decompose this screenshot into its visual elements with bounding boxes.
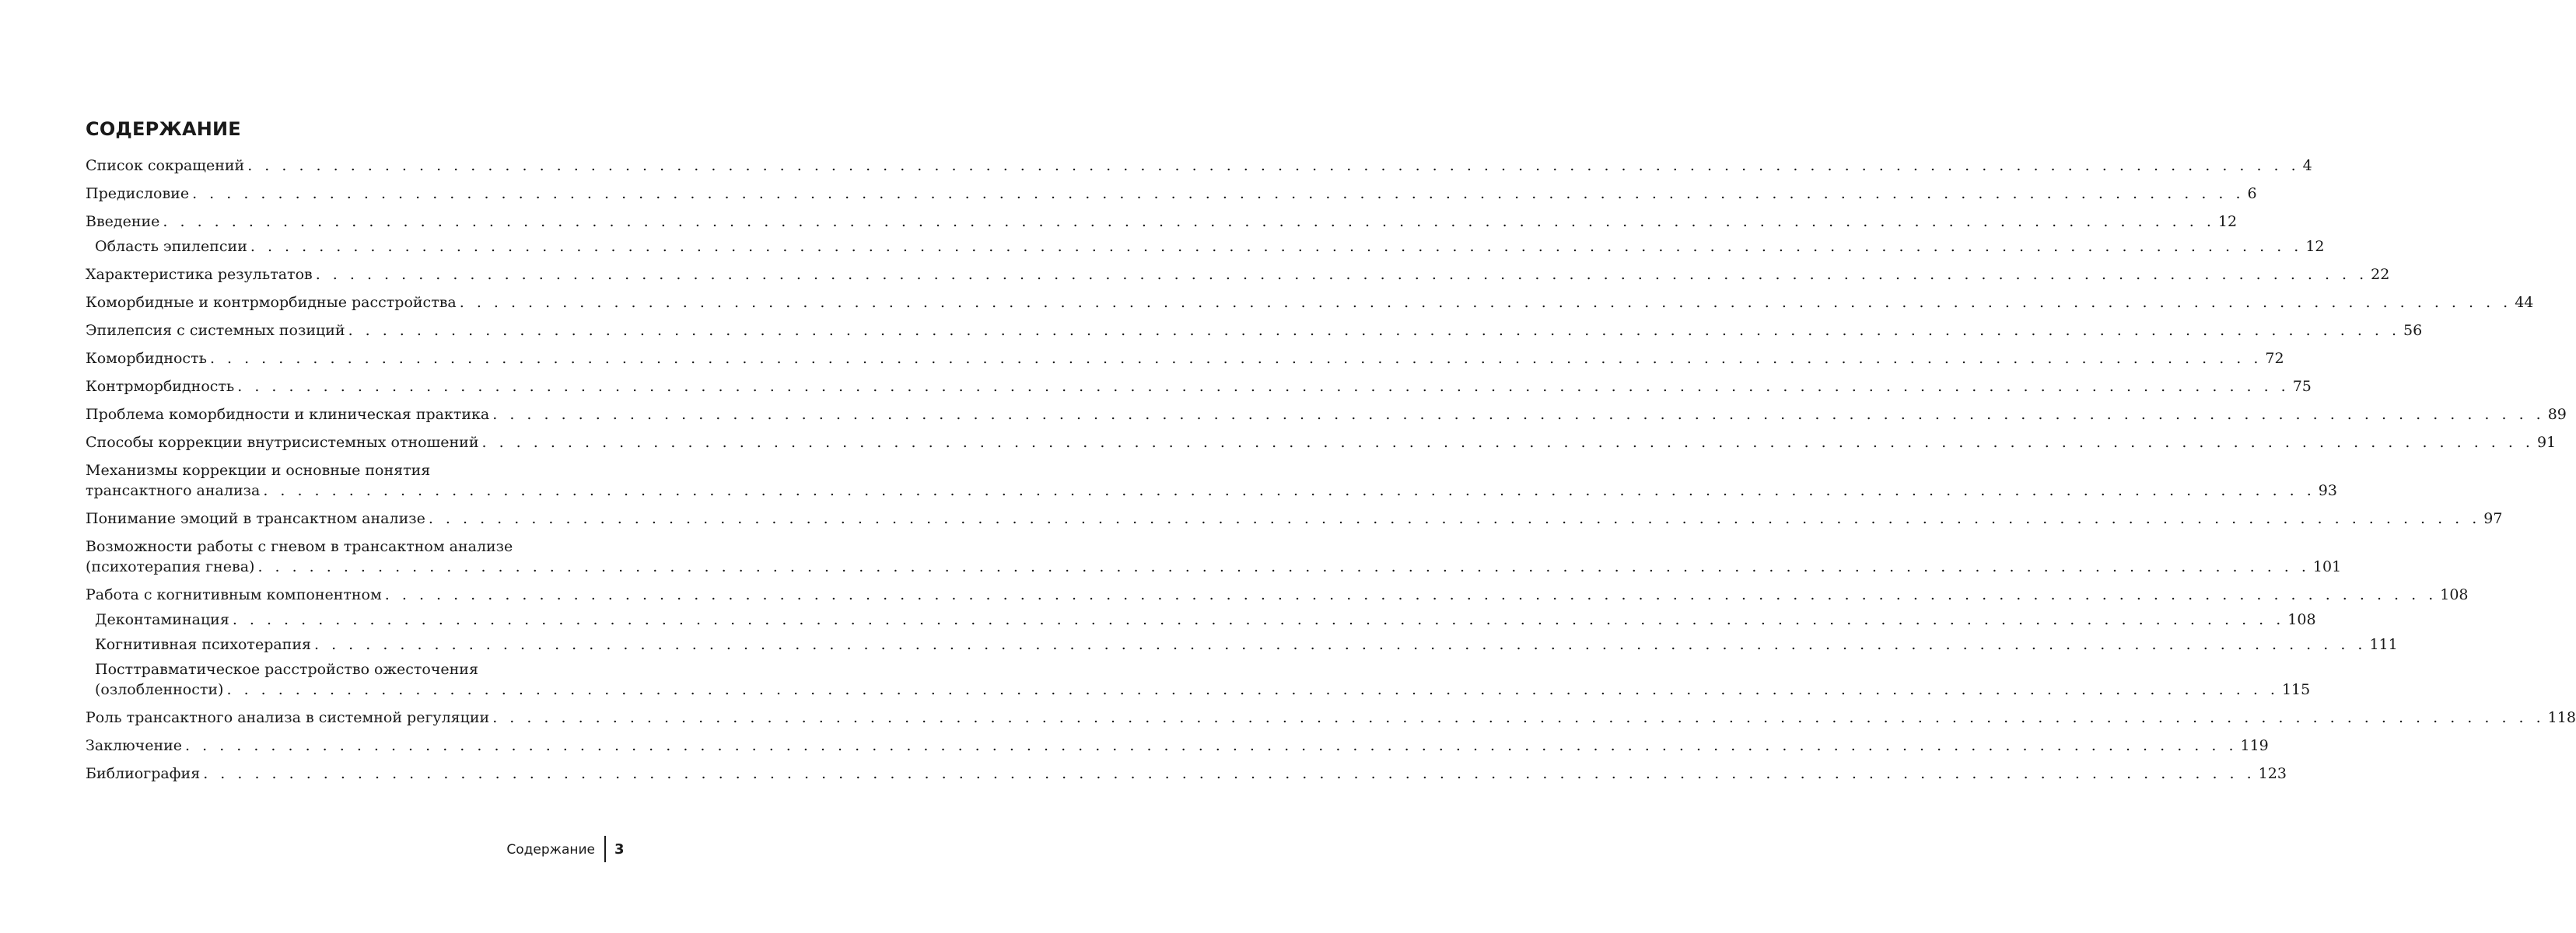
dot-leader: . . . . . . . . . . . . . . . . . . . . . . . . . . . . . . . . . . . . . . . . . . . . . . . . . . . . . . . . . . . . . . . . . . . . . . . . . . . . . . . . . . . . . . . . . . . . . . . . . . . . . . . . . . . . . . . . . . . . . . . .	[459, 294, 2512, 311]
toc-entry-title: Проблема коморбидности и клиническая практика	[86, 406, 490, 423]
dot-leader: . . . . . . . . . . . . . . . . . . . . . . . . . . . . . . . . . . . . . . . . . . . . . . . . . . . . . . . . . . . . . . . . . . . . . . . . . . . . . . . . . . . . . . . . . . . . . . . . . . . . . . . . . . . . . . . . . . . . . . . .	[247, 157, 2300, 174]
toc-entry[interactable]	[86, 432, 2557, 453]
toc-entry-title: Область эпилепсии	[95, 238, 247, 255]
toc-page-number: 22	[2371, 266, 2390, 283]
toc-entry-title: трансактного анализа	[86, 482, 261, 499]
dot-leader: . . . . . . . . . . . . . . . . . . . . . . . . . . . . . . . . . . . . . . . . . . . . . . . . . . . . . . . . . . . . . . . . . . . . . . . . . . . . . . . . . . . . . . . . . . . . . . . . . . . . . . . . . . . . . . . . . . . . . . . .	[257, 558, 2310, 575]
dot-leader: . . . . . . . . . . . . . . . . . . . . . . . . . . . . . . . . . . . . . . . . . . . . . . . . . . . . . . . . . . . . . . . . . . . . . . . . . . . . . . . . . . . . . . . . . . . . . . . . . . . . . . . . . . . . . . . . . . . . . . . .	[348, 322, 2401, 339]
table-of-contents	[86, 156, 2576, 784]
toc-page-number: 115	[2281, 681, 2311, 698]
dot-leader: . . . . . . . . . . . . . . . . . . . . . . . . . . . . . . . . . . . . . . . . . . . . . . . . . . . . . . . . . . . . . . . . . . . . . . . . . . . . . . . . . . . . . . . . . . . . . . . . . . . . . . . . . . . . . . . . . . . . . . . .	[185, 737, 2238, 754]
toc-page-number: 56	[2403, 322, 2423, 339]
toc-page-number: 12	[2305, 238, 2325, 255]
toc-entry[interactable]	[86, 236, 2325, 257]
toc-page-number: 6	[2247, 185, 2257, 202]
toc-page-number: 75	[2292, 378, 2312, 395]
toc-entry[interactable]	[86, 708, 2576, 728]
dot-leader: . . . . . . . . . . . . . . . . . . . . . . . . . . . . . . . . . . . . . . . . . . . . . . . . . . . . . . . . . . . . . . . . . . . . . . . . . . . . . . . . . . . . . . . . . . . . . . . . . . . . . . . . . . . . . . . . . . . . . . . .	[192, 185, 2245, 202]
toc-page-number: 119	[2240, 737, 2269, 754]
toc-entry[interactable]	[86, 376, 2312, 397]
toc-page-number: 12	[2217, 213, 2238, 230]
toc-entry[interactable]	[86, 536, 2342, 577]
toc-entry-title-line: Возможности работы с гневом в трансактном анализе	[86, 538, 513, 555]
toc-entry-title: Коморбидность	[86, 350, 207, 367]
dot-leader: . . . . . . . . . . . . . . . . . . . . . . . . . . . . . . . . . . . . . . . . . . . . . . . . . . . . . . . . . . . . . . . . . . . . . . . . . . . . . . . . . . . . . . . . . . . . . . . . . . . . . . . . . . . . . . . . . . . . . . . .	[492, 709, 2545, 726]
toc-entry-title: Характеристика результатов	[86, 266, 313, 283]
toc-page-number: 123	[2258, 765, 2287, 782]
dot-leader: . . . . . . . . . . . . . . . . . . . . . . . . . . . . . . . . . . . . . . . . . . . . . . . . . . . . . . . . . . . . . . . . . . . . . . . . . . . . . . . . . . . . . . . . . . . . . . . . . . . . . . . . . . . . . . . . . . . . . . . .	[203, 765, 2256, 782]
toc-entry[interactable]	[86, 404, 2567, 425]
toc-entry-title: Введение	[86, 213, 160, 230]
toc-entry[interactable]	[86, 320, 2423, 341]
toc-page-number: 111	[2369, 636, 2398, 653]
toc-entry[interactable]	[86, 610, 2316, 630]
toc-entry-title: Деконтаминация	[95, 611, 229, 628]
toc-entry[interactable]	[86, 764, 2287, 784]
toc-entry-title-line: Механизмы коррекции и основные понятия	[86, 462, 431, 479]
dot-leader: . . . . . . . . . . . . . . . . . . . . . . . . . . . . . . . . . . . . . . . . . . . . . . . . . . . . . . . . . . . . . . . . . . . . . . . . . . . . . . . . . . . . . . . . . . . . . . . . . . . . . . . . . . . . . . . . . . . . . . . .	[314, 636, 2367, 653]
dot-leader: . . . . . . . . . . . . . . . . . . . . . . . . . . . . . . . . . . . . . . . . . . . . . . . . . . . . . . . . . . . . . . . . . . . . . . . . . . . . . . . . . . . . . . . . . . . . . . . . . . . . . . . . . . . . . . . . . . . . . . . .	[209, 350, 2263, 367]
dot-leader: . . . . . . . . . . . . . . . . . . . . . . . . . . . . . . . . . . . . . . . . . . . . . . . . . . . . . . . . . . . . . . . . . . . . . . . . . . . . . . . . . . . . . . . . . . . . . . . . . . . . . . . . . . . . . . . . . . . . . . . .	[428, 510, 2481, 527]
footer-divider	[604, 836, 606, 862]
dot-leader: . . . . . . . . . . . . . . . . . . . . . . . . . . . . . . . . . . . . . . . . . . . . . . . . . . . . . . . . . . . . . . . . . . . . . . . . . . . . . . . . . . . . . . . . . . . . . . . . . . . . . . . . . . . . . . . . . . . . . . . .	[250, 238, 2303, 255]
dot-leader: . . . . . . . . . . . . . . . . . . . . . . . . . . . . . . . . . . . . . . . . . . . . . . . . . . . . . . . . . . . . . . . . . . . . . . . . . . . . . . . . . . . . . . . . . . . . . . . . . . . . . . . . . . . . . . . . . . . . . . . .	[263, 482, 2315, 499]
toc-entry[interactable]	[86, 348, 2284, 369]
running-footer	[0, 836, 700, 864]
toc-page-number: 97	[2483, 510, 2503, 527]
toc-entry[interactable]	[86, 264, 2390, 285]
toc-entry-title: Заключение	[86, 737, 183, 754]
toc-entry-title: Контрморбидность	[86, 378, 235, 395]
dot-leader: . . . . . . . . . . . . . . . . . . . . . . . . . . . . . . . . . . . . . . . . . . . . . . . . . . . . . . . . . . . . . . . . . . . . . . . . . . . . . . . . . . . . . . . . . . . . . . . . . . . . . . . . . . . . . . . . . . . . . . . .	[315, 266, 2368, 283]
toc-entry[interactable]	[86, 211, 2238, 232]
toc-page-number: 108	[2287, 611, 2316, 628]
dot-leader: . . . . . . . . . . . . . . . . . . . . . . . . . . . . . . . . . . . . . . . . . . . . . . . . . . . . . . . . . . . . . . . . . . . . . . . . . . . . . . . . . . . . . . . . . . . . . . . . . . . . . . . . . . . . . . . . . . . . . . . .	[492, 406, 2545, 423]
toc-page-number: 91	[2536, 434, 2557, 451]
toc-page-number: 108	[2440, 586, 2469, 603]
toc-entry[interactable]	[86, 508, 2503, 529]
dot-leader: . . . . . . . . . . . . . . . . . . . . . . . . . . . . . . . . . . . . . . . . . . . . . . . . . . . . . . . . . . . . . . . . . . . . . . . . . . . . . . . . . . . . . . . . . . . . . . . . . . . . . . . . . . . . . . . . . . . . . . . .	[232, 611, 2285, 628]
toc-page-number: 72	[2265, 350, 2284, 367]
toc-entry-title: Когнитивная психотерапия	[95, 636, 311, 653]
toc-entry-title: Предисловие	[86, 185, 190, 202]
toc-entry[interactable]	[86, 585, 2469, 605]
dot-leader: . . . . . . . . . . . . . . . . . . . . . . . . . . . . . . . . . . . . . . . . . . . . . . . . . . . . . . . . . . . . . . . . . . . . . . . . . . . . . . . . . . . . . . . . . . . . . . . . . . . . . . . . . . . . . . . . . . . . . . . .	[481, 434, 2534, 451]
toc-entry-title: Понимание эмоций в трансактном анализе	[86, 510, 425, 527]
toc-page-number: 93	[2318, 482, 2337, 499]
dot-leader: . . . . . . . . . . . . . . . . . . . . . . . . . . . . . . . . . . . . . . . . . . . . . . . . . . . . . . . . . . . . . . . . . . . . . . . . . . . . . . . . . . . . . . . . . . . . . . . . . . . . . . . . . . . . . . . . . . . . . . . .	[384, 586, 2438, 603]
footer-section-label: Содержание	[506, 842, 595, 858]
toc-entry[interactable]	[86, 659, 2311, 700]
toc-entry-title: Работа с когнитивным компонентном	[86, 586, 382, 603]
toc-entry[interactable]	[86, 183, 2257, 204]
dot-leader: . . . . . . . . . . . . . . . . . . . . . . . . . . . . . . . . . . . . . . . . . . . . . . . . . . . . . . . . . . . . . . . . . . . . . . . . . . . . . . . . . . . . . . . . . . . . . . . . . . . . . . . . . . . . . . . . . . . . . . . .	[163, 213, 2215, 230]
toc-entry-title: Роль трансактного анализа в системной регуляции	[86, 709, 490, 726]
toc-entry-title: Список сокращений	[86, 157, 245, 174]
toc-entry-title: Библиография	[86, 765, 201, 782]
toc-entry-title-line: Посттравматическое расстройство ожесточения	[95, 661, 478, 678]
toc-page-number: 4	[2302, 157, 2312, 174]
toc-entry-title: (психотерапия гнева)	[86, 558, 255, 575]
toc-entry-title: Эпилепсия с системных позиций	[86, 322, 345, 339]
toc-entry[interactable]	[86, 292, 2534, 313]
toc-entry-title: Коморбидные и контрморбидные расстройства	[86, 294, 457, 311]
toc-entry[interactable]	[86, 460, 2337, 501]
toc-page-number: 118	[2547, 709, 2576, 726]
toc-entry[interactable]	[86, 634, 2398, 655]
toc-page-number: 89	[2547, 406, 2567, 423]
footer-page-number: 3	[614, 841, 625, 858]
toc-entry-title: Способы коррекции внутрисистемных отношений	[86, 434, 479, 451]
toc-entry[interactable]	[86, 736, 2269, 756]
toc-page-number: 44	[2515, 294, 2534, 311]
dot-leader: . . . . . . . . . . . . . . . . . . . . . . . . . . . . . . . . . . . . . . . . . . . . . . . . . . . . . . . . . . . . . . . . . . . . . . . . . . . . . . . . . . . . . . . . . . . . . . . . . . . . . . . . . . . . . . . . . . . . . . . .	[237, 378, 2290, 395]
toc-entry[interactable]	[86, 156, 2312, 176]
toc-page-number: 101	[2312, 558, 2342, 575]
page-title: СОДЕРЖАНИЕ	[86, 118, 241, 140]
dot-leader: . . . . . . . . . . . . . . . . . . . . . . . . . . . . . . . . . . . . . . . . . . . . . . . . . . . . . . . . . . . . . . . . . . . . . . . . . . . . . . . . . . . . . . . . . . . . . . . . . . . . . . . . . . . . . . . . . . . . . . . .	[226, 681, 2279, 698]
toc-entry-title: (озлобленности)	[95, 681, 224, 698]
